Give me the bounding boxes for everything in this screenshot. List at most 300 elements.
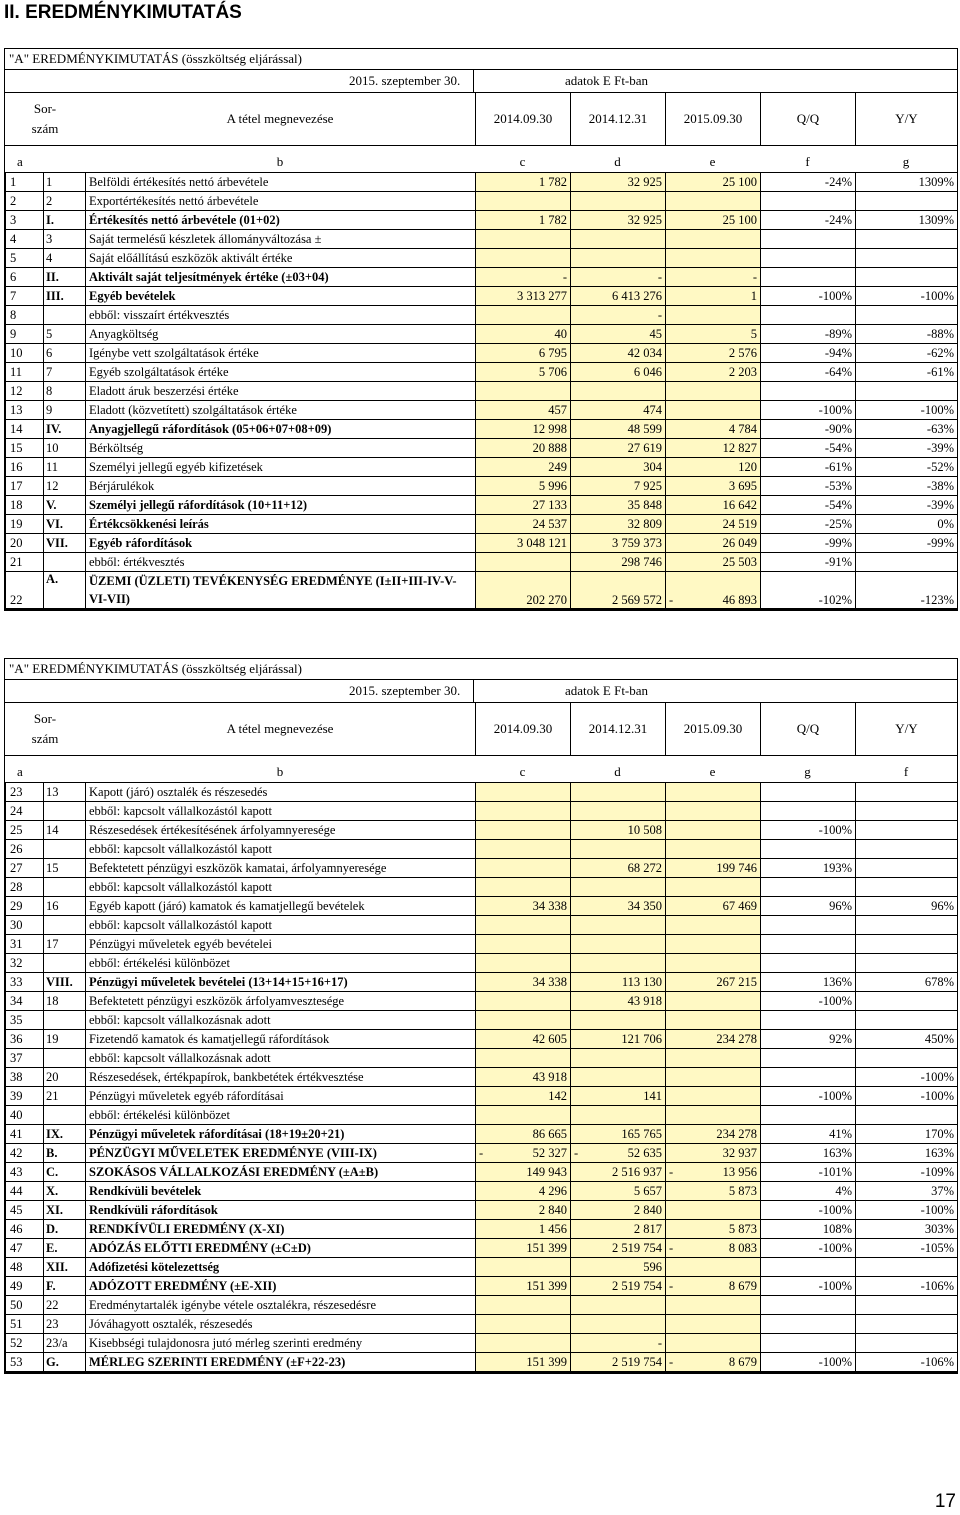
value-c: 86 665: [476, 1125, 571, 1144]
value-c: [476, 878, 571, 897]
row-number: 16: [6, 458, 44, 477]
row-name: Egyéb kapott (járó) kamatok és kamatjellegű bevételek: [86, 897, 476, 916]
table-row: [6, 1030, 958, 1049]
row-code: G.: [44, 1353, 86, 1372]
letter-g: g: [804, 764, 811, 779]
header-col-3: 2015.09.30: [665, 93, 760, 145]
value-f: [761, 802, 856, 821]
letter-e: e: [709, 764, 716, 779]
row-code: IX.: [44, 1125, 86, 1144]
table-row: [6, 515, 958, 534]
row-code: V.: [44, 496, 86, 515]
value-e: 12 827: [666, 439, 761, 458]
value-g: -38%: [856, 477, 958, 496]
table-row: [6, 1220, 958, 1239]
value-f: 92%: [761, 1030, 856, 1049]
value-c: 34 338: [476, 897, 571, 916]
value-f: -100%: [761, 992, 856, 1011]
value-e-text: 13 956: [722, 1164, 757, 1179]
header-szam: szám: [31, 731, 59, 746]
row-code: 18: [44, 992, 86, 1011]
row-number: 20: [6, 534, 44, 553]
letter-a: a: [17, 764, 23, 779]
value-f: [761, 1011, 856, 1030]
table-row: [6, 458, 958, 477]
value-c: 6 795: [476, 344, 571, 363]
value-g: [856, 859, 958, 878]
header-szam: szám: [31, 121, 59, 136]
row-name: Befektetett pénzügyi eszközök árfolyamvesztesége: [86, 992, 476, 1011]
value-g: -100%: [856, 1068, 958, 1087]
value-e: [666, 1201, 761, 1220]
header-col-2: 2014.12.31: [570, 703, 665, 755]
row-number: 18: [6, 496, 44, 515]
negative-sign: -: [574, 1145, 579, 1160]
row-number: 34: [6, 992, 44, 1011]
row-code: 16: [44, 897, 86, 916]
header-col-3: 2015.09.30: [665, 703, 760, 755]
value-g: -100%: [856, 1087, 958, 1106]
value-d: [571, 230, 666, 249]
row-code: [44, 802, 86, 821]
value-g: [856, 916, 958, 935]
value-g: -99%: [856, 534, 958, 553]
row-code: 12: [44, 477, 86, 496]
value-g: -39%: [856, 496, 958, 515]
value-d: 35 848: [571, 496, 666, 515]
value-c: 1 456: [476, 1220, 571, 1239]
row-code: 14: [44, 821, 86, 840]
row-name: Belföldi értékesítés nettó árbevétele: [86, 173, 476, 192]
value-g: -88%: [856, 325, 958, 344]
value-d: 121 706: [571, 1030, 666, 1049]
value-c: [476, 1011, 571, 1030]
report-date: 2015. szeptember 30.: [349, 683, 461, 698]
row-number: 15: [6, 439, 44, 458]
table-row: [6, 344, 958, 363]
value-e: 26 049: [666, 534, 761, 553]
letter-b: b: [276, 764, 284, 779]
row-number: 7: [6, 287, 44, 306]
value-c: 5 706: [476, 363, 571, 382]
value-c: [476, 954, 571, 973]
row-number: 19: [6, 515, 44, 534]
value-c: [476, 1106, 571, 1125]
unit-label: adatok E Ft-ban: [565, 683, 649, 698]
row-number: 46: [6, 1220, 44, 1239]
value-c: 457: [476, 401, 571, 420]
value-g: 303%: [856, 1220, 958, 1239]
table-row: [6, 1353, 958, 1372]
value-e: [666, 992, 761, 1011]
value-d-text: 52 635: [627, 1145, 662, 1160]
block-title: "A" EREDMÉNYKIMUTATÁS (összköltség eljárással): [5, 49, 957, 70]
value-d: [571, 1315, 666, 1334]
value-e: [666, 1277, 761, 1296]
row-name: ebből: kapcsolt vállalkozásnak adott: [86, 1011, 476, 1030]
row-number: 48: [6, 1258, 44, 1277]
header-col-1: 2014.09.30: [475, 703, 570, 755]
row-name: Pénzügyi műveletek egyéb bevételei: [86, 935, 476, 954]
value-e: 5 873: [666, 1182, 761, 1201]
value-c: -: [476, 268, 571, 287]
row-code: 23: [44, 1315, 86, 1334]
value-f: -89%: [761, 325, 856, 344]
row-code: 10: [44, 439, 86, 458]
value-d: [571, 840, 666, 859]
value-f: -100%: [761, 401, 856, 420]
table-row: [6, 1163, 958, 1182]
value-f: [761, 783, 856, 802]
column-letters: [5, 756, 957, 782]
value-e: [666, 802, 761, 821]
row-name: ebből: kapcsolt vállalkozástól kapott: [86, 840, 476, 859]
row-code: C.: [44, 1163, 86, 1182]
table-row: [6, 1201, 958, 1220]
value-c: [476, 1296, 571, 1315]
value-c: 151 399: [476, 1277, 571, 1296]
header-col-5: Y/Y: [855, 703, 957, 755]
value-g: [856, 249, 958, 268]
row-number: 37: [6, 1049, 44, 1068]
letter-b: b: [276, 154, 284, 169]
value-f: -100%: [761, 821, 856, 840]
row-name: Személyi jellegű ráfordítások (10+11+12): [86, 496, 476, 515]
value-e: 25 100: [666, 173, 761, 192]
value-d: 68 272: [571, 859, 666, 878]
row-number: 9: [6, 325, 44, 344]
row-code: VIII.: [44, 973, 86, 992]
row-number: 44: [6, 1182, 44, 1201]
value-f: -100%: [761, 1277, 856, 1296]
value-c: [476, 553, 571, 572]
value-g: -106%: [856, 1277, 958, 1296]
value-f: -90%: [761, 420, 856, 439]
value-e: 67 469: [666, 897, 761, 916]
letter-c: c: [519, 764, 526, 779]
table-row: [6, 534, 958, 553]
value-e: 25 100: [666, 211, 761, 230]
value-e: 3 695: [666, 477, 761, 496]
table-row: [6, 783, 958, 802]
value-e: 24 519: [666, 515, 761, 534]
row-code: [44, 916, 86, 935]
row-code: B.: [44, 1144, 86, 1163]
row-name: Saját előállítású eszközök aktivált értéke: [86, 249, 476, 268]
row-number: 10: [6, 344, 44, 363]
row-name: Kapott (járó) osztalék és részesedés: [86, 783, 476, 802]
table-row: [6, 992, 958, 1011]
row-code: 8: [44, 382, 86, 401]
value-g: -100%: [856, 1201, 958, 1220]
row-code: [44, 553, 86, 572]
value-e: 2 203: [666, 363, 761, 382]
value-g: 163%: [856, 1144, 958, 1163]
row-number: 29: [6, 897, 44, 916]
row-number: 43: [6, 1163, 44, 1182]
value-f: -102%: [761, 572, 856, 609]
value-f: -54%: [761, 439, 856, 458]
value-g: [856, 1106, 958, 1125]
value-f: -25%: [761, 515, 856, 534]
value-c: [476, 840, 571, 859]
header-col-2: 2014.12.31: [570, 93, 665, 145]
row-number: 4: [6, 230, 44, 249]
row-name: Pénzügyi műveletek ráfordításai (18+19±20+21): [86, 1125, 476, 1144]
row-name: SZOKÁSOS VÁLLALKOZÁSI EREDMÉNY (±A±B): [86, 1163, 476, 1182]
row-name: Részesedések, értékpapírok, bankbetétek értékvesztése: [86, 1068, 476, 1087]
value-c: [476, 306, 571, 325]
table-row: [6, 1106, 958, 1125]
value-c: [476, 1334, 571, 1353]
value-d: 43 918: [571, 992, 666, 1011]
value-d: [571, 1106, 666, 1125]
negative-sign: -: [669, 1164, 674, 1179]
value-f: [761, 954, 856, 973]
row-name: Adófizetési kötelezettség: [86, 1258, 476, 1277]
value-f: [761, 382, 856, 401]
table-row: [6, 363, 958, 382]
value-g: [856, 553, 958, 572]
table-row: [6, 1296, 958, 1315]
value-g: 170%: [856, 1125, 958, 1144]
value-c: 3 313 277: [476, 287, 571, 306]
table-row: [6, 420, 958, 439]
value-g: [856, 306, 958, 325]
row-code: 4: [44, 249, 86, 268]
row-code: 22: [44, 1296, 86, 1315]
unit-label: adatok E Ft-ban: [565, 73, 649, 88]
value-f: [761, 916, 856, 935]
value-d: [571, 916, 666, 935]
value-c: 1 782: [476, 211, 571, 230]
row-number: 31: [6, 935, 44, 954]
value-g: [856, 840, 958, 859]
value-f: [761, 1106, 856, 1125]
value-e: [666, 1239, 761, 1258]
value-f: [761, 230, 856, 249]
date-line: [5, 680, 957, 703]
row-name: Bérjárulékok: [86, 477, 476, 496]
value-c: [476, 935, 571, 954]
statement-table: [5, 782, 958, 1372]
table-row: [6, 1334, 958, 1353]
value-d: 10 508: [571, 821, 666, 840]
row-name: PÉNZÜGYI MŰVELETEK EREDMÉNYE (VIII-IX): [86, 1144, 476, 1163]
row-code: 11: [44, 458, 86, 477]
row-name: ebből: visszaírt értékvesztés: [86, 306, 476, 325]
value-d: 27 619: [571, 439, 666, 458]
row-name: Értékesítés nettó árbevétele (01+02): [86, 211, 476, 230]
value-d: [571, 249, 666, 268]
value-e: [666, 1258, 761, 1277]
value-g: [856, 821, 958, 840]
row-number: 14: [6, 420, 44, 439]
row-code: VI.: [44, 515, 86, 534]
value-d: 32 925: [571, 211, 666, 230]
value-e: -: [666, 268, 761, 287]
table-row: [6, 382, 958, 401]
value-e: 5: [666, 325, 761, 344]
value-f: [761, 1296, 856, 1315]
row-number: 51: [6, 1315, 44, 1334]
value-g: -39%: [856, 439, 958, 458]
value-e: [666, 1087, 761, 1106]
table-row: [6, 1125, 958, 1144]
value-c: 40: [476, 325, 571, 344]
value-d: 2 516 937: [571, 1163, 666, 1182]
value-g: -63%: [856, 420, 958, 439]
value-e: 25 503: [666, 553, 761, 572]
row-name: Exportértékesítés nettó árbevétele: [86, 192, 476, 211]
value-e: [666, 306, 761, 325]
value-e: [666, 1049, 761, 1068]
table-row: [6, 821, 958, 840]
income-statement-block-2: [4, 658, 958, 1374]
row-number: 30: [6, 916, 44, 935]
value-c: 149 943: [476, 1163, 571, 1182]
table-row: [6, 1315, 958, 1334]
value-f: 96%: [761, 897, 856, 916]
value-d: 2 840: [571, 1201, 666, 1220]
value-g: 37%: [856, 1182, 958, 1201]
row-name: Aktivált saját teljesítmények értéke (±03+04): [86, 268, 476, 287]
row-number: 6: [6, 268, 44, 287]
row-code: 17: [44, 935, 86, 954]
value-d: 141: [571, 1087, 666, 1106]
negative-sign: -: [669, 593, 674, 607]
value-f: -24%: [761, 211, 856, 230]
value-e: [666, 572, 761, 609]
value-f: 4%: [761, 1182, 856, 1201]
value-e: [666, 1353, 761, 1372]
value-c: 27 133: [476, 496, 571, 515]
row-number: 17: [6, 477, 44, 496]
table-row: [6, 1068, 958, 1087]
row-number: 22: [6, 572, 44, 609]
value-d: 45: [571, 325, 666, 344]
value-e: 199 746: [666, 859, 761, 878]
row-name: Egyéb ráfordítások: [86, 534, 476, 553]
value-g: -109%: [856, 1163, 958, 1182]
value-e-text: 46 893: [722, 593, 757, 607]
table-row: [6, 973, 958, 992]
value-g: [856, 192, 958, 211]
row-number: 12: [6, 382, 44, 401]
value-f: 136%: [761, 973, 856, 992]
row-number: 50: [6, 1296, 44, 1315]
header-sorszam: [5, 703, 85, 755]
value-c: 1 782: [476, 173, 571, 192]
value-c: [476, 192, 571, 211]
header-col-4: Q/Q: [760, 93, 855, 145]
value-d: [571, 1011, 666, 1030]
row-name: Bérköltség: [86, 439, 476, 458]
value-g: [856, 1258, 958, 1277]
row-number: 28: [6, 878, 44, 897]
row-name: RENDKÍVÜLI EREDMÉNY (X-XI): [86, 1220, 476, 1239]
row-number: 41: [6, 1125, 44, 1144]
table-row: [6, 1182, 958, 1201]
value-d: 2 519 754: [571, 1277, 666, 1296]
date-line: [5, 70, 957, 93]
report-date: 2015. szeptember 30.: [349, 73, 461, 88]
value-f: [761, 1258, 856, 1277]
value-c: 4 296: [476, 1182, 571, 1201]
column-header: [5, 703, 957, 756]
value-e: [666, 1068, 761, 1087]
value-c: 151 399: [476, 1353, 571, 1372]
row-number: 39: [6, 1087, 44, 1106]
row-code: 19: [44, 1030, 86, 1049]
value-c: [476, 249, 571, 268]
value-d: [571, 382, 666, 401]
row-code: 2: [44, 192, 86, 211]
value-f: -53%: [761, 477, 856, 496]
value-g: -62%: [856, 344, 958, 363]
value-d: [571, 1296, 666, 1315]
row-number: 23: [6, 783, 44, 802]
value-d: 32 925: [571, 173, 666, 192]
value-g: -106%: [856, 1353, 958, 1372]
row-number: 11: [6, 363, 44, 382]
header-col-4: Q/Q: [760, 703, 855, 755]
row-number: 25: [6, 821, 44, 840]
column-header: [5, 93, 957, 146]
table-row: [6, 1087, 958, 1106]
table-row: [6, 1277, 958, 1296]
value-c: 202 270: [476, 572, 571, 609]
table-row: [6, 1239, 958, 1258]
value-e-text: 8 083: [728, 1240, 757, 1255]
value-c: 43 918: [476, 1068, 571, 1087]
value-e: 1: [666, 287, 761, 306]
table-row: [6, 859, 958, 878]
row-code: XII.: [44, 1258, 86, 1277]
letter-e: e: [709, 154, 716, 169]
value-g: -105%: [856, 1239, 958, 1258]
row-name: Pénzügyi műveletek bevételei (13+14+15+16+17): [86, 973, 476, 992]
value-d: 42 034: [571, 344, 666, 363]
value-e: [666, 783, 761, 802]
table-row: [6, 287, 958, 306]
value-d: 2 569 572: [571, 572, 666, 609]
letter-a: a: [17, 154, 23, 169]
table-row: [6, 1049, 958, 1068]
row-code: X.: [44, 1182, 86, 1201]
row-code: VII.: [44, 534, 86, 553]
table-row: [6, 553, 958, 572]
row-number: 40: [6, 1106, 44, 1125]
negative-sign: -: [669, 1240, 674, 1255]
value-d: 2 817: [571, 1220, 666, 1239]
value-c: [476, 916, 571, 935]
value-e: [666, 249, 761, 268]
value-d: 32 809: [571, 515, 666, 534]
row-code: [44, 306, 86, 325]
value-g: -100%: [856, 287, 958, 306]
table-row: [6, 439, 958, 458]
value-c: [476, 992, 571, 1011]
row-number: 24: [6, 802, 44, 821]
row-number: 5: [6, 249, 44, 268]
letter-d: d: [614, 764, 621, 779]
value-f: -94%: [761, 344, 856, 363]
row-number: 8: [6, 306, 44, 325]
value-f: [761, 1334, 856, 1353]
value-f: -64%: [761, 363, 856, 382]
value-d: 2 519 754: [571, 1239, 666, 1258]
